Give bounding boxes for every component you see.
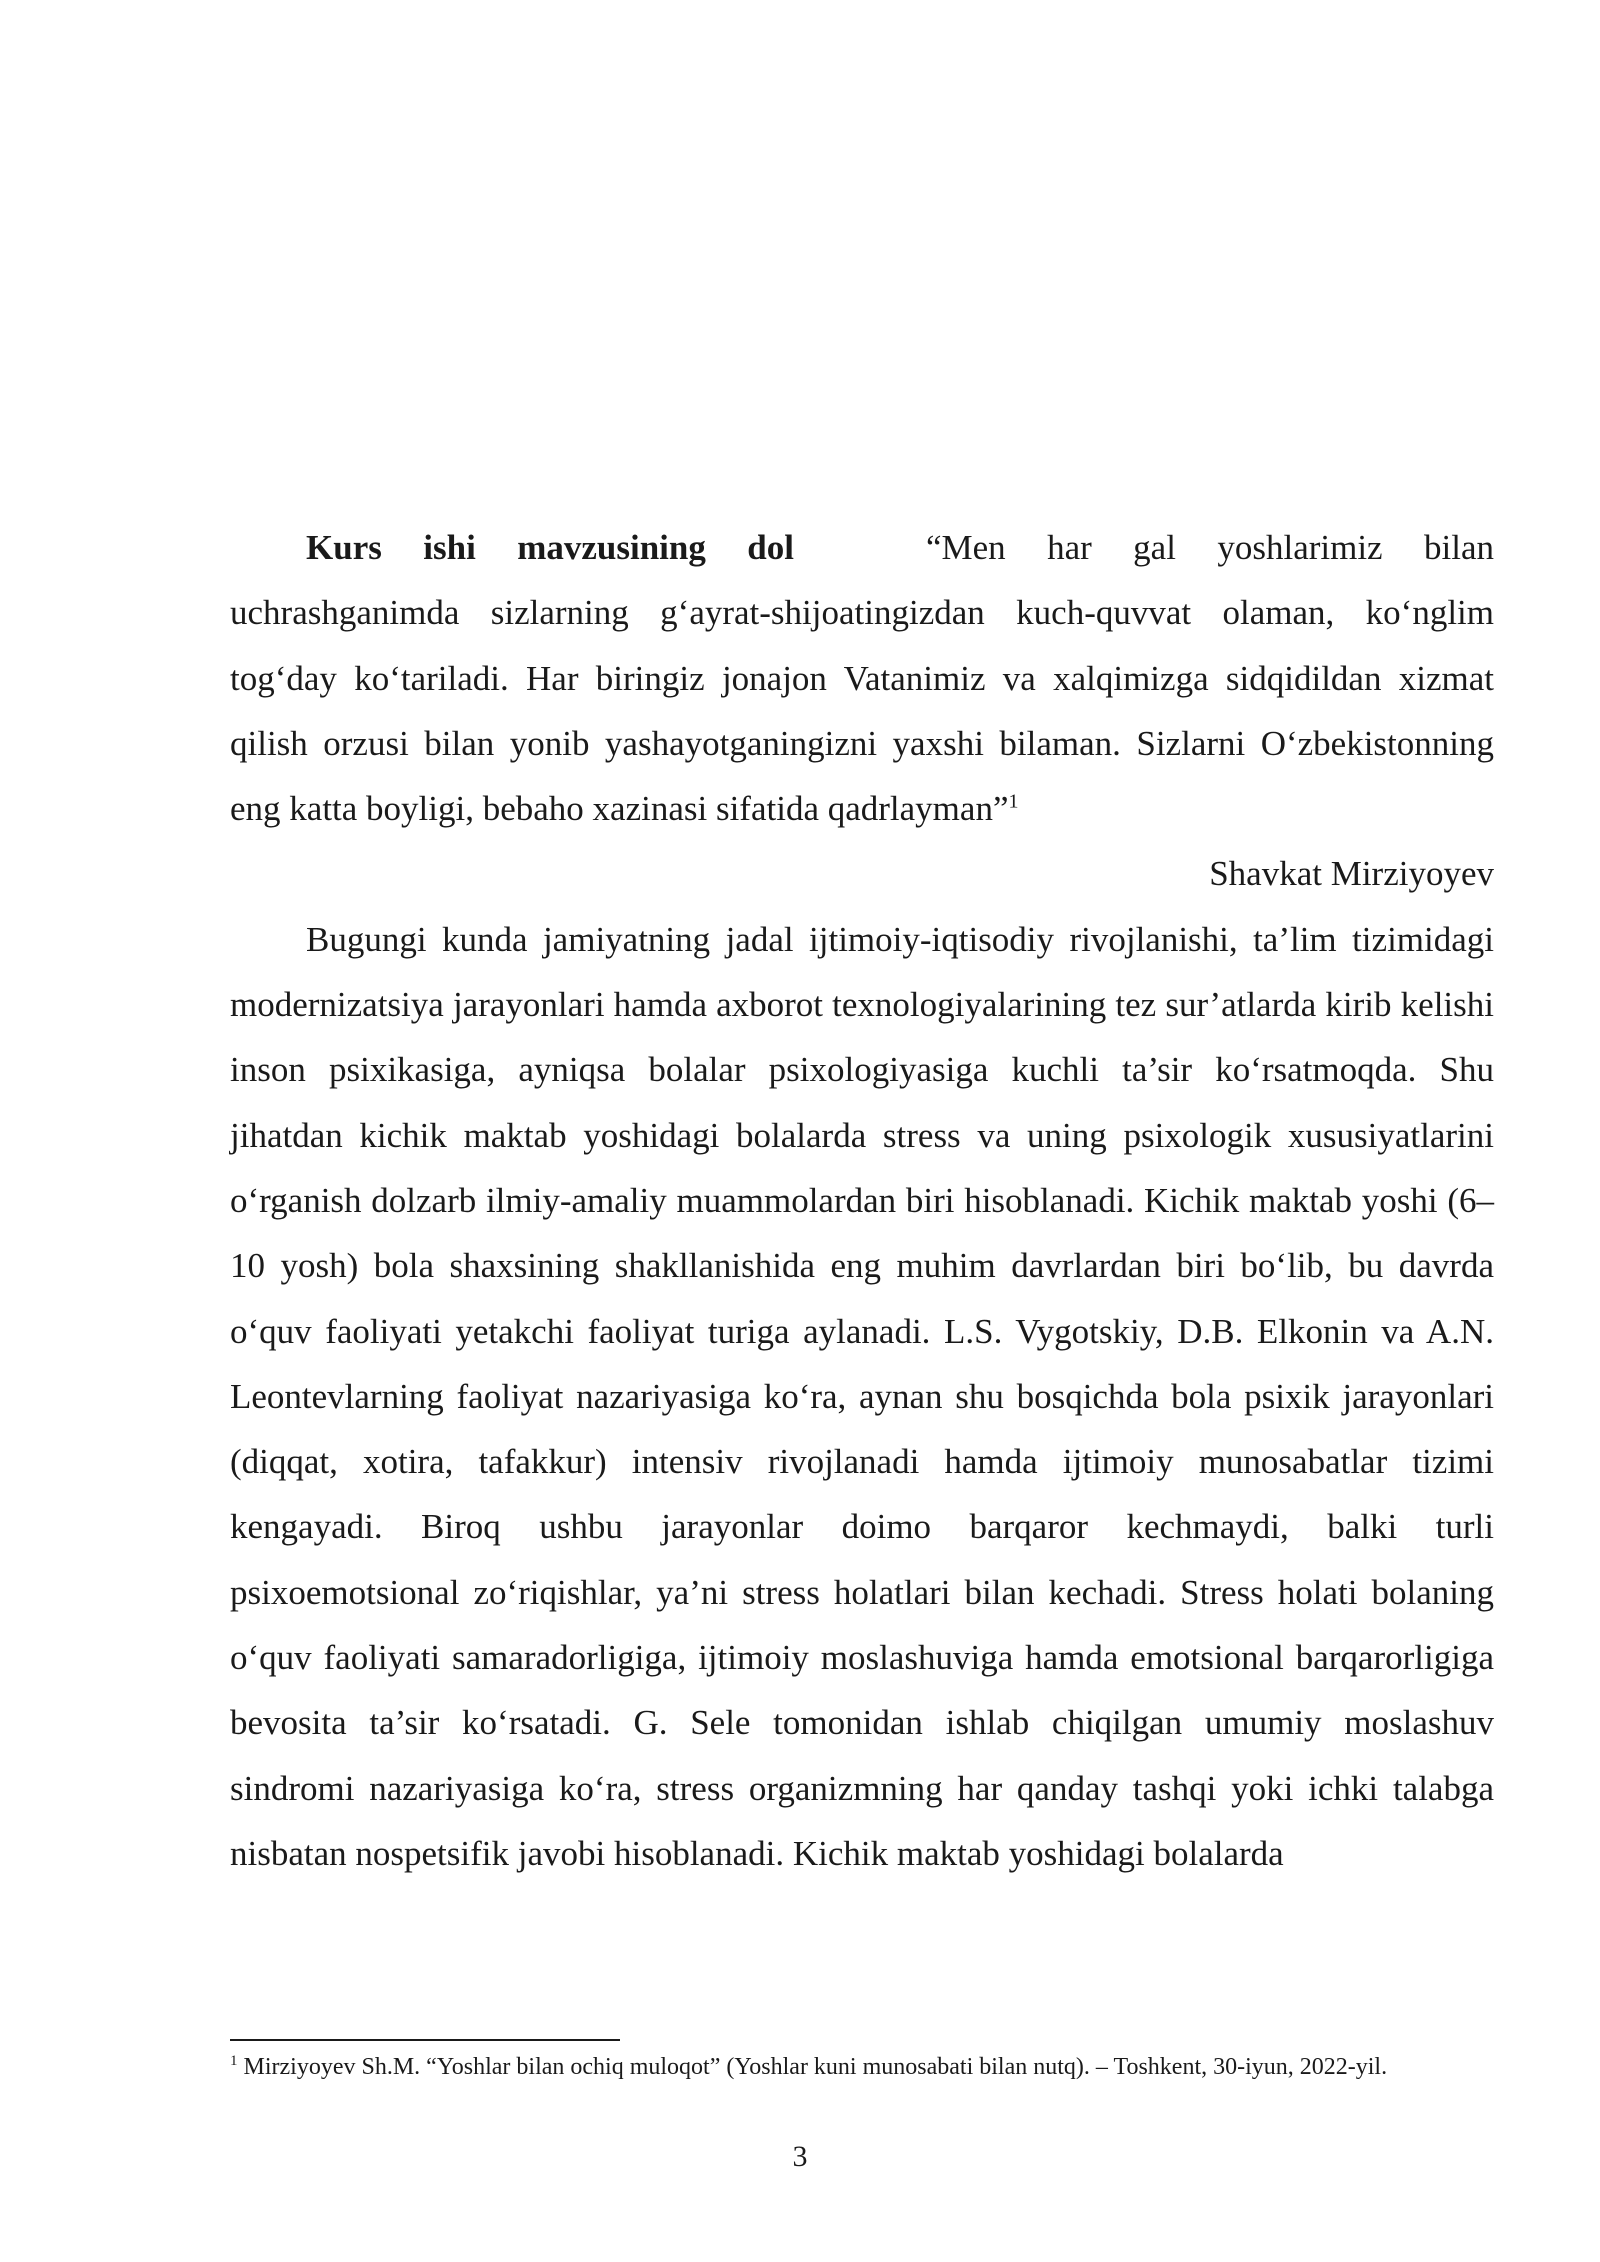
footnote xyxy=(230,2050,1494,2084)
footnote-text: Mirziyoyev Sh.M. “Yoshlar bilan ochiq muloqot” (Yoshlar kuni munosabati bilan nutq). – Toshkent, 30-iyun, 2022-yil. xyxy=(243,2054,1388,2080)
epigraph-quote: “Men har gal yoshlarimiz bilan uchrashganimda sizlarning g‘ayrat-shijoatingizdan kuch-quvvat olaman, ko‘nglim tog‘day ko‘tariladi. Har biringiz jonajon Vatanimiz va xalqimizga sidqidildan xizmat qilish orzusi bilan yonib yashayotganingizni yaxshi bilaman. Sizlarni O‘zbekistonning eng katta boyligi, bebaho xazinasi sifatida qadrlayman” xyxy=(230,528,1494,829)
epigraph-signature: Shavkat Mirziyoyev xyxy=(1209,854,1494,894)
footnote-separator xyxy=(230,2039,620,2041)
body-text xyxy=(230,515,1494,1886)
section-heading: Kurs ishi mavzusining dol xyxy=(306,528,794,567)
footnote-number: 1 xyxy=(230,2053,238,2069)
footnote-reference: 1 xyxy=(1008,790,1019,813)
page-number: 3 xyxy=(792,2140,808,2173)
intro-paragraph xyxy=(230,515,1494,841)
main-paragraph: Bugungi kunda jamiyatning jadal ijtimoiy-iqtisodiy rivojlanishi, ta’lim tizimidagi modernizatsiya jarayonlari hamda axborot texnologiyalarining tez sur’atlarda kirib kelishi inson psixikasiga, ayniqsa bolalar psixologiyasiga kuchli ta’sir ko‘rsatmoqda. Shu jihatdan kichik maktab yoshidagi bolalarda stress va uning psixologik xususiyatlarini o‘rganish dolzarb ilmiy-amaliy muammolardan biri hisoblanadi. Kichik maktab yoshi (6–10 yosh) bola shaxsining shakllanishida eng muhim davrlardan biri bo‘lib, bu davrda o‘quv faoliyati yetakchi faoliyat turiga aylanadi. L.S. Vygotskiy, D.B. Elkonin va A.N. Leontevlarning faoliyat nazariyasiga ko‘ra, aynan shu bosqichda bola psixik jarayonlari (diqqat, xotira, tafakkur) intensiv rivojlanadi hamda ijtimoiy munosabatlar tizimi kengayadi. Biroq ushbu jarayonlar doimo barqaror kechmaydi, balki turli psixoemotsional zo‘riqishlar, ya’ni stress holatlari bilan kechadi. Stress holati bolaning o‘quv faoliyati samaradorligiga, ijtimoiy moslashuviga hamda emotsional barqarorligiga bevosita ta’sir ko‘rsatadi. G. Sele tomonidan ishlab chiqilgan umumiy moslashuv sindromi nazariyasiga ko‘ra, stress organizmning har qanday tashqi yoki ichki talabga nisbatan nospetsifik javobi hisoblanadi. Kichik maktab yoshidagi bolalarda xyxy=(230,919,1494,1873)
